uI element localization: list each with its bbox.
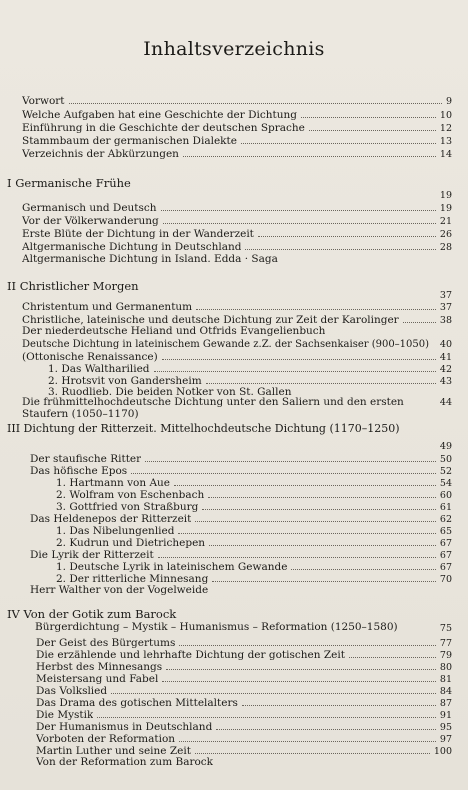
- toc-entry-page: 37: [439, 290, 452, 301]
- page-title: Inhaltsverzeichnis: [143, 38, 325, 60]
- toc-entry-text: Staufern (1050–1170): [22, 408, 139, 420]
- toc-entry-page: 75: [439, 623, 452, 634]
- toc-entry-text: 2. Wolfram von Eschenbach: [56, 489, 205, 501]
- toc-entry-page: 12: [439, 123, 452, 134]
- toc-entry: [30, 584, 452, 597]
- toc-entry-text: Verzeichnis der Abkürzungen: [22, 148, 179, 160]
- toc-entry-page: 10: [439, 110, 452, 121]
- toc-entry-text: Die Mystik: [36, 709, 94, 721]
- toc-entry-text: 2. Der ritterliche Minnesang: [56, 573, 209, 585]
- toc-entry-page: 67: [439, 562, 452, 573]
- leader-dots: [26, 622, 436, 631]
- toc-entry-page: 9: [445, 96, 452, 107]
- toc-entry-page: 84: [439, 686, 452, 697]
- leader-dots: [212, 572, 436, 582]
- toc-entry-page: 40: [439, 339, 452, 350]
- toc-entry-text: (Ottonische Renaissance): [22, 351, 158, 363]
- toc-entry-text: Stammbaum der germanischen Dialekte: [22, 135, 237, 147]
- toc-entry-page: 52: [439, 466, 452, 477]
- toc-entry-text: Vor der Völkerwanderung: [22, 215, 159, 227]
- leader-dots: [282, 253, 448, 262]
- leader-dots: [195, 744, 430, 754]
- toc-entry-text: Germanisch und Deutsch: [22, 202, 157, 214]
- leader-dots: [309, 121, 436, 131]
- toc-entry-page: 28: [439, 242, 452, 253]
- leader-dots: [131, 464, 436, 474]
- section-heading: II Christlicher Morgen: [7, 279, 139, 293]
- leader-dots: [217, 756, 448, 765]
- toc-entry: [22, 201, 452, 214]
- leader-dots: [202, 500, 436, 510]
- toc-entry-page: 97: [439, 734, 452, 745]
- toc-entry: [22, 622, 452, 635]
- toc-entry-page: 21: [439, 216, 452, 227]
- toc-entry: [22, 227, 452, 240]
- leader-dots: [403, 313, 436, 323]
- leader-dots: [174, 476, 436, 486]
- toc-entry-text: 1. Das Waltharilied: [48, 363, 150, 375]
- toc-entry-page: 19: [439, 190, 452, 201]
- leader-dots: [433, 338, 436, 347]
- leader-dots: [166, 660, 436, 670]
- toc-entry: [22, 408, 452, 421]
- toc-entry-text: Einführung in die Geschichte der deutschen Sprache: [22, 122, 305, 134]
- toc-entry-page: 100: [433, 746, 452, 757]
- toc-entry-page: 67: [439, 538, 452, 549]
- toc-entry-text: Altgermanische Dichtung in Deutschland: [22, 241, 242, 253]
- section-subheading: Bürgerdichtung – Mystik – Humanismus – Reformation (1250–1580): [35, 621, 398, 633]
- toc-entry-text: Deutsche Dichtung in lateinischem Gewande z.Z. der Sachsenkaiser (900–1050): [22, 339, 430, 350]
- leader-dots: [183, 147, 436, 157]
- toc-entry-page: 37: [439, 302, 452, 313]
- toc-entry-text: Vorwort: [22, 95, 65, 107]
- toc-entry-page: 67: [439, 550, 452, 561]
- leader-dots: [97, 708, 436, 718]
- leader-dots: [26, 289, 436, 298]
- toc-entry-text: Christliche, lateinische und deutsche Dichtung zur Zeit der Karolinger: [22, 314, 399, 326]
- leader-dots: [301, 108, 436, 118]
- toc-entry-text: Herbst des Minnesangs: [36, 661, 163, 673]
- toc-entry-page: 60: [439, 490, 452, 501]
- toc-entry-page: 70: [439, 574, 452, 585]
- leader-dots: [241, 134, 436, 144]
- leader-dots: [216, 720, 436, 730]
- toc-entry-page: 95: [439, 722, 452, 733]
- toc-entry-text: Der staufische Ritter: [30, 453, 142, 465]
- leader-dots: [258, 227, 436, 237]
- toc-entry-page: 81: [439, 674, 452, 685]
- toc-entry-text: Erste Blüte der Dichtung in der Wanderzeit: [22, 228, 254, 240]
- toc-entry-text: 3. Ruodlieb. Die beiden Notker von St. Gallen: [48, 386, 292, 398]
- toc-entry-text: 3. Gottfried von Straßburg: [56, 501, 199, 513]
- leader-dots: [26, 189, 436, 198]
- leader-dots: [26, 440, 436, 449]
- toc-entry-text: 2. Kudrun und Dietrichepen: [56, 537, 206, 549]
- toc-entry-page: 49: [439, 441, 452, 452]
- toc-entry: [22, 147, 452, 160]
- leader-dots: [178, 524, 435, 534]
- toc-entry-page: 19: [439, 203, 452, 214]
- section-heading: III Dichtung der Ritterzeit. Mittelhochdeutsche Dichtung (1170–1250): [7, 422, 400, 435]
- toc-entry: [22, 214, 452, 227]
- toc-entry-text: Das Heldenepos der Ritterzeit: [30, 513, 192, 525]
- toc-entry-text: Der Humanismus in Deutschland: [36, 721, 213, 733]
- toc-entry-page: 50: [439, 454, 452, 465]
- leader-dots: [212, 584, 448, 593]
- toc-entry: [36, 756, 452, 769]
- leader-dots: [291, 560, 435, 570]
- toc-entry-text: Die erzählende und lehrhafte Dichtung der gotischen Zeit: [36, 649, 345, 661]
- toc-entry-text: Die Lyrik der Ritterzeit: [30, 549, 154, 561]
- toc-entry-page: 54: [439, 478, 452, 489]
- toc-entry-page: 44: [439, 397, 452, 408]
- toc-entry-page: 42: [439, 364, 452, 375]
- toc-entry-page: 14: [439, 149, 452, 160]
- toc-entry-text: Herr Walther von der Vogelweide: [30, 584, 209, 596]
- toc-entry-text: Vorboten der Reformation: [36, 733, 176, 745]
- toc-entry-page: 38: [439, 315, 452, 326]
- toc-entry: [22, 325, 452, 338]
- leader-dots: [208, 488, 436, 498]
- toc-entry-text: Das höfische Epos: [30, 465, 128, 477]
- toc-entry-text: Der niederdeutsche Heliand und Otfrids Evangelienbuch: [22, 325, 326, 337]
- toc-entry-page: 43: [439, 376, 452, 387]
- toc-entry-text: Das Volkslied: [36, 685, 108, 697]
- leader-dots: [349, 648, 436, 658]
- toc-entry-text: Welche Aufgaben hat eine Geschichte der Dichtung: [22, 109, 297, 121]
- toc-entry-text: Das Drama des gotischen Mittelalters: [36, 697, 238, 709]
- toc-entry-page: 87: [439, 698, 452, 709]
- toc-entry-page: 26: [439, 229, 452, 240]
- toc-entry: [22, 134, 452, 147]
- toc-entry-text: Altgermanische Dichtung in Island. Edda · Saga: [22, 253, 278, 265]
- section-heading: I Germanische Frühe: [7, 176, 131, 190]
- leader-dots: [111, 684, 436, 694]
- toc-entry-page: 13: [439, 136, 452, 147]
- leader-dots: [154, 362, 436, 372]
- leader-dots: [163, 214, 436, 224]
- toc-entry-page: 79: [439, 650, 452, 661]
- leader-dots: [242, 696, 436, 706]
- leader-dots: [179, 636, 436, 646]
- toc-entry-text: 1. Hartmann von Aue: [56, 477, 171, 489]
- leader-dots: [145, 452, 436, 462]
- toc-entry-text: Meistersang und Fabel: [36, 673, 159, 685]
- leader-dots: [209, 536, 436, 546]
- toc-entry-text: 1. Deutsche Lyrik in lateinischem Gewande: [56, 561, 288, 573]
- leader-dots: [179, 732, 436, 742]
- leader-dots: [408, 396, 436, 405]
- section-heading: IV Von der Gotik zum Barock: [7, 607, 177, 621]
- toc-entry-text: Martin Luther und seine Zeit: [36, 745, 191, 757]
- toc-entry-page: 65: [439, 526, 452, 537]
- leader-dots: [158, 548, 436, 558]
- toc-entry-text: Der Geist des Bürgertums: [36, 637, 176, 649]
- leader-dots: [69, 94, 442, 104]
- toc-entry-text: 2. Hrotsvit von Gandersheim: [48, 375, 202, 387]
- toc-entry: [22, 121, 452, 134]
- leader-dots: [161, 201, 436, 211]
- toc-entry: [22, 94, 452, 107]
- leader-dots: [196, 300, 436, 310]
- toc-entry-page: 91: [439, 710, 452, 721]
- toc-entry: [22, 240, 452, 253]
- toc-entry: [22, 300, 452, 313]
- toc-entry-page: 61: [439, 502, 452, 513]
- toc-entry-text: Christentum und Germanentum: [22, 301, 193, 313]
- leader-dots: [329, 325, 448, 334]
- leader-dots: [206, 374, 436, 384]
- toc-entry-page: 41: [439, 352, 452, 363]
- leader-dots: [162, 350, 436, 360]
- toc-entry-text: Von der Reformation zum Barock: [36, 756, 214, 768]
- toc-entry-page: 77: [439, 638, 452, 649]
- leader-dots: [245, 240, 435, 250]
- toc-entry: [22, 108, 452, 121]
- leader-dots: [296, 386, 449, 395]
- toc-entry-text: Die frühmittelhochdeutsche Dichtung unter den Saliern und den ersten: [22, 396, 404, 408]
- toc-entry-page: 62: [439, 514, 452, 525]
- toc-entry: [22, 253, 452, 266]
- toc-entry-page: 80: [439, 662, 452, 673]
- leader-dots: [143, 408, 448, 417]
- leader-dots: [162, 672, 436, 682]
- toc-entry-text: 1. Das Nibelungenlied: [56, 525, 175, 537]
- leader-dots: [195, 512, 436, 522]
